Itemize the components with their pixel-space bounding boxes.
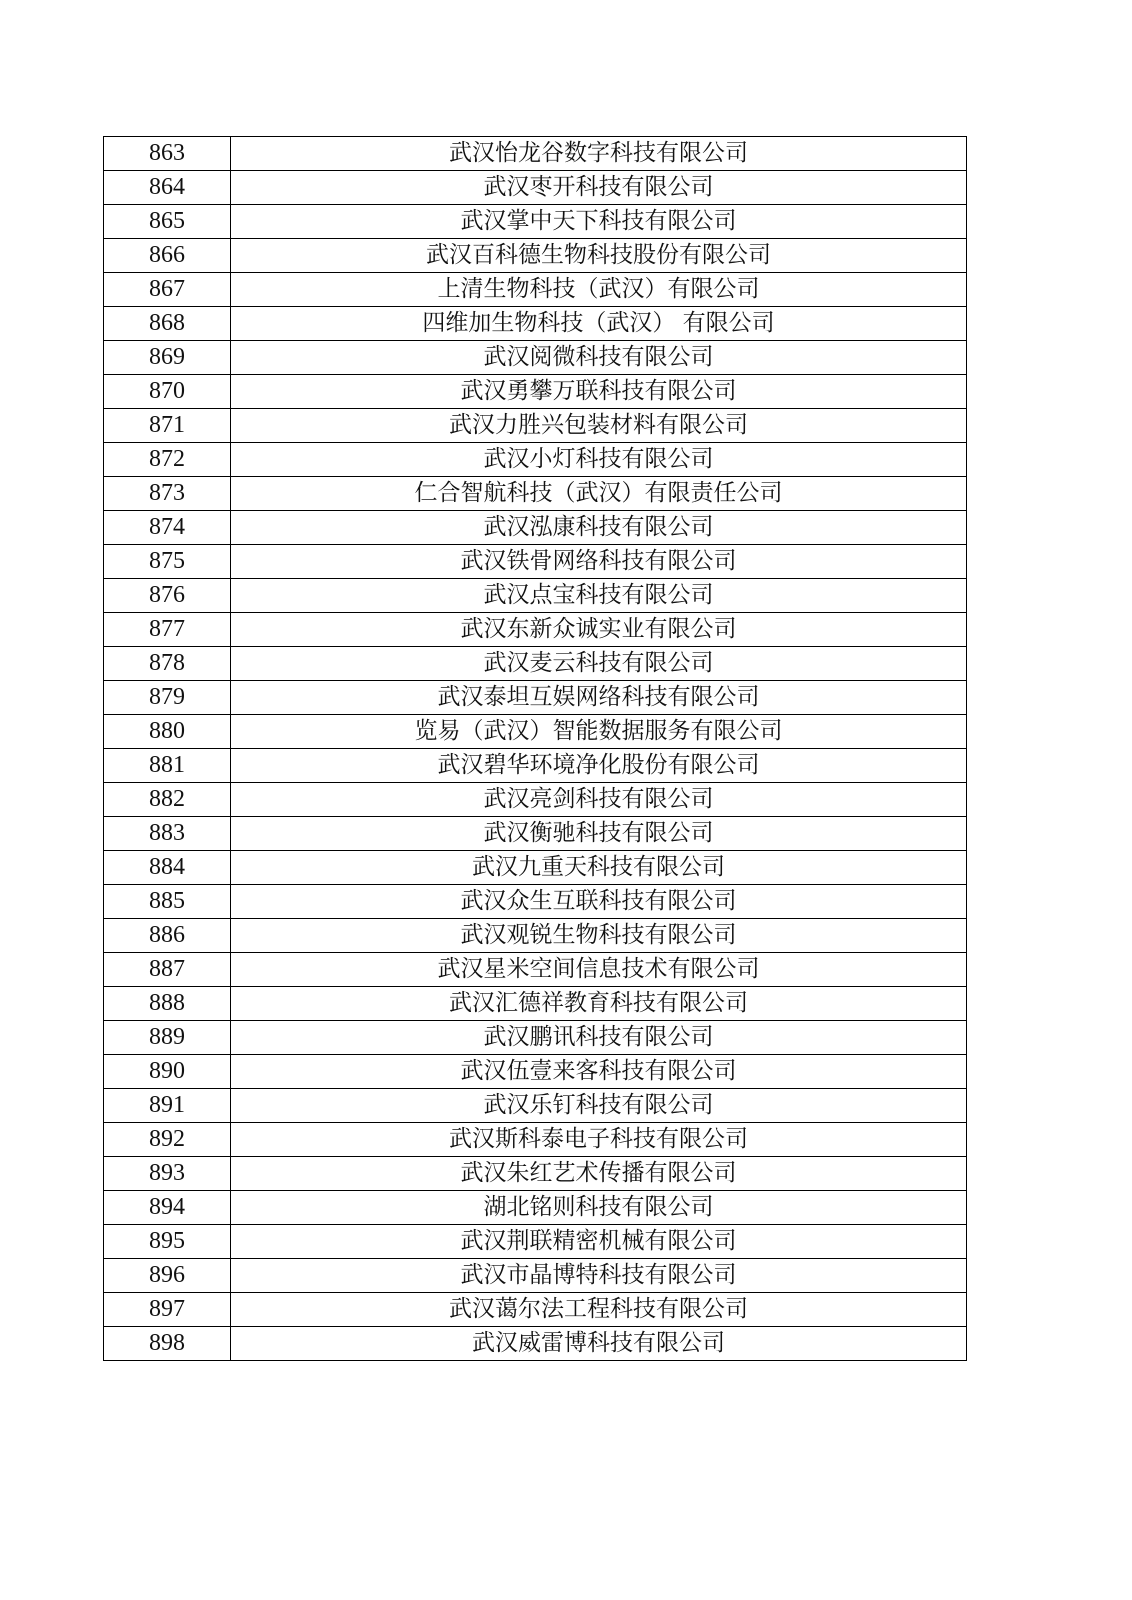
company-name: 武汉观锐生物科技有限公司	[231, 919, 967, 953]
table-row	[104, 885, 967, 919]
company-name: 武汉东新众诚实业有限公司	[231, 613, 967, 647]
table-row	[104, 1157, 967, 1191]
row-number: 875	[104, 545, 231, 579]
table-row	[104, 1055, 967, 1089]
table-row	[104, 205, 967, 239]
company-name: 览易（武汉）智能数据服务有限公司	[231, 715, 967, 749]
row-number: 898	[104, 1327, 231, 1361]
table-row	[104, 477, 967, 511]
table-row	[104, 511, 967, 545]
company-name: 武汉勇攀万联科技有限公司	[231, 375, 967, 409]
company-name: 武汉威雷博科技有限公司	[231, 1327, 967, 1361]
row-number: 869	[104, 341, 231, 375]
table-row	[104, 341, 967, 375]
table-row	[104, 1293, 967, 1327]
table-row	[104, 851, 967, 885]
row-number: 868	[104, 307, 231, 341]
company-name: 武汉碧华环境净化股份有限公司	[231, 749, 967, 783]
table-row	[104, 715, 967, 749]
row-number: 896	[104, 1259, 231, 1293]
company-name: 武汉泰坦互娱网络科技有限公司	[231, 681, 967, 715]
company-name: 武汉衡驰科技有限公司	[231, 817, 967, 851]
company-name: 武汉阅微科技有限公司	[231, 341, 967, 375]
table-row	[104, 579, 967, 613]
table-row	[104, 545, 967, 579]
table-row	[104, 239, 967, 273]
company-name: 武汉朱红艺术传播有限公司	[231, 1157, 967, 1191]
row-number: 885	[104, 885, 231, 919]
company-list-table	[103, 136, 967, 1361]
company-name: 武汉九重天科技有限公司	[231, 851, 967, 885]
company-name: 武汉汇德祥教育科技有限公司	[231, 987, 967, 1021]
company-name: 武汉伍壹来客科技有限公司	[231, 1055, 967, 1089]
row-number: 876	[104, 579, 231, 613]
company-name: 武汉乐钉科技有限公司	[231, 1089, 967, 1123]
company-name: 武汉百科德生物科技股份有限公司	[231, 239, 967, 273]
company-name: 武汉星米空间信息技术有限公司	[231, 953, 967, 987]
company-name: 上清生物科技（武汉）有限公司	[231, 273, 967, 307]
row-number: 874	[104, 511, 231, 545]
row-number: 872	[104, 443, 231, 477]
row-number: 894	[104, 1191, 231, 1225]
row-number: 895	[104, 1225, 231, 1259]
row-number: 864	[104, 171, 231, 205]
table-row	[104, 681, 967, 715]
company-name: 武汉亮剑科技有限公司	[231, 783, 967, 817]
company-name: 武汉蔼尔法工程科技有限公司	[231, 1293, 967, 1327]
row-number: 870	[104, 375, 231, 409]
row-number: 889	[104, 1021, 231, 1055]
company-name: 仁合智航科技（武汉）有限责任公司	[231, 477, 967, 511]
table-row	[104, 817, 967, 851]
table-row	[104, 137, 967, 171]
row-number: 884	[104, 851, 231, 885]
company-name: 武汉小灯科技有限公司	[231, 443, 967, 477]
row-number: 892	[104, 1123, 231, 1157]
row-number: 887	[104, 953, 231, 987]
company-name: 武汉荆联精密机械有限公司	[231, 1225, 967, 1259]
row-number: 890	[104, 1055, 231, 1089]
row-number: 863	[104, 137, 231, 171]
company-name: 武汉麦云科技有限公司	[231, 647, 967, 681]
table-row	[104, 1327, 967, 1361]
row-number: 883	[104, 817, 231, 851]
table-row	[104, 273, 967, 307]
company-name: 武汉掌中天下科技有限公司	[231, 205, 967, 239]
company-name: 武汉怡龙谷数字科技有限公司	[231, 137, 967, 171]
table-row	[104, 1021, 967, 1055]
table-row	[104, 613, 967, 647]
table-row	[104, 1259, 967, 1293]
company-name: 武汉市晶博特科技有限公司	[231, 1259, 967, 1293]
row-number: 879	[104, 681, 231, 715]
table-row	[104, 409, 967, 443]
company-name: 武汉泓康科技有限公司	[231, 511, 967, 545]
company-name: 湖北铭则科技有限公司	[231, 1191, 967, 1225]
row-number: 867	[104, 273, 231, 307]
table-row	[104, 307, 967, 341]
table-row	[104, 1225, 967, 1259]
row-number: 877	[104, 613, 231, 647]
company-name: 武汉斯科泰电子科技有限公司	[231, 1123, 967, 1157]
table-row	[104, 987, 967, 1021]
row-number: 897	[104, 1293, 231, 1327]
row-number: 882	[104, 783, 231, 817]
table-body	[104, 137, 967, 1361]
table-row	[104, 1191, 967, 1225]
row-number: 865	[104, 205, 231, 239]
table-row	[104, 783, 967, 817]
row-number: 866	[104, 239, 231, 273]
company-name: 武汉众生互联科技有限公司	[231, 885, 967, 919]
table-row	[104, 647, 967, 681]
table-row	[104, 919, 967, 953]
company-name: 四维加生物科技（武汉） 有限公司	[231, 307, 967, 341]
row-number: 873	[104, 477, 231, 511]
company-name: 武汉鹏讯科技有限公司	[231, 1021, 967, 1055]
table-row	[104, 953, 967, 987]
company-name: 武汉点宝科技有限公司	[231, 579, 967, 613]
table-row	[104, 749, 967, 783]
row-number: 880	[104, 715, 231, 749]
row-number: 878	[104, 647, 231, 681]
row-number: 871	[104, 409, 231, 443]
company-name: 武汉力胜兴包装材料有限公司	[231, 409, 967, 443]
row-number: 893	[104, 1157, 231, 1191]
table-row	[104, 443, 967, 477]
table-row	[104, 171, 967, 205]
row-number: 881	[104, 749, 231, 783]
table-row	[104, 1123, 967, 1157]
company-name: 武汉枣开科技有限公司	[231, 171, 967, 205]
row-number: 891	[104, 1089, 231, 1123]
table-row	[104, 375, 967, 409]
row-number: 888	[104, 987, 231, 1021]
row-number: 886	[104, 919, 231, 953]
table-row	[104, 1089, 967, 1123]
company-name: 武汉铁骨网络科技有限公司	[231, 545, 967, 579]
